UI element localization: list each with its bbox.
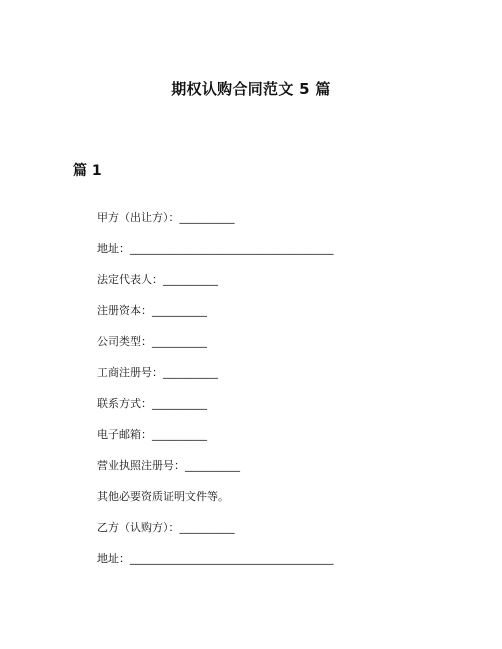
section-heading: 篇 1	[73, 163, 102, 179]
company-type-line: 公司类型：__________	[97, 335, 207, 348]
contract-fields	[97, 210, 334, 582]
party-a-address-line: 地址：_____________________________________	[97, 242, 334, 255]
registered-capital-line: 注册资本：__________	[97, 304, 207, 317]
contact-info-line: 联系方式：__________	[97, 397, 207, 410]
party-b-address-line: 地址：_____________________________________	[97, 552, 334, 565]
business-license-number-line: 营业执照注册号：__________	[97, 459, 240, 472]
document-title: 期权认购合同范文 5 篇	[171, 80, 331, 98]
legal-representative-line: 法定代表人：__________	[97, 273, 218, 286]
party-a-name-line: 甲方（出让方）：__________	[97, 211, 235, 224]
party-b-name-line: 乙方（认购方）：__________	[97, 521, 235, 534]
other-qualification-documents-line: 其他必要资质证明文件等。	[97, 490, 229, 503]
business-registration-number-line: 工商注册号：__________	[97, 366, 218, 379]
email-line: 电子邮箱：__________	[97, 428, 207, 441]
